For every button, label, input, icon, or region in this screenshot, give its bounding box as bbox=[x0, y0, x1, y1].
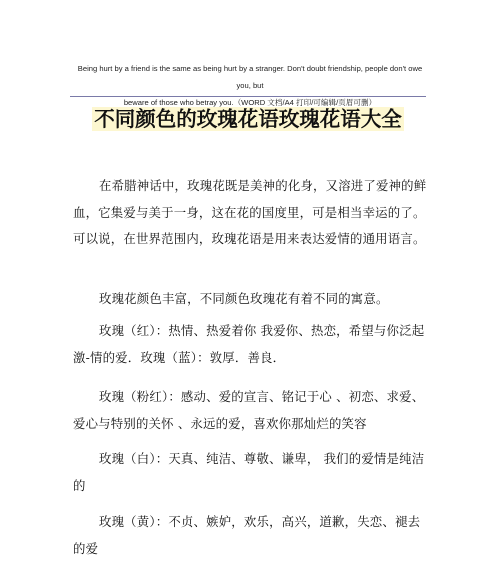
paragraph-pink-rose: 玫瑰（粉红）：感动、爱的宣言、铭记于心 、初恋、求爱、爱心与特别的关怀 、永远的爱，喜欢你那灿烂的笑容 bbox=[73, 389, 425, 431]
paragraph-red-rose: 玫瑰（红）：热情、热爱着你 我爱你、热恋，希望与你泛起激-情的爱．玫瑰（蓝）：敦厚．善良． bbox=[73, 323, 425, 365]
paragraph-colors: 玫瑰花颜色丰富，不同颜色玫瑰花有着不同的寓意。 bbox=[99, 291, 389, 306]
document-title-text: 不同颜色的玫瑰花语玫瑰花语大全 bbox=[94, 107, 402, 131]
header-line-1: Being hurt by a friend is the same as being hurt by a stranger. Don't doubt friendship, people don't owe you, but bbox=[77, 64, 423, 90]
header-line-2: beware of those who betray you.（WORD 文档/A4 打印/可编辑/页眉可删） bbox=[123, 98, 377, 107]
paragraph-white-rose: 玫瑰（白）：天真、纯洁、尊敬、谦卑， 我们的爱情是纯洁的 bbox=[73, 451, 425, 493]
header-divider bbox=[70, 96, 426, 97]
paragraph-intro: 在希腊神话中，玫瑰花既是美神的化身，又溶进了爱神的鲜血，它集爱与美于一身，这在花的国度里，可是相当幸运的了。可以说，在世界范围内，玫瑰花语是用来表达爱情的通用语言。 bbox=[73, 178, 427, 246]
paragraph-yellow-rose: 玫瑰（黄）：不贞、嫉妒，欢乐，高兴，道歉，失恋、褪去的爱 bbox=[73, 514, 421, 556]
document-title bbox=[70, 103, 426, 135]
